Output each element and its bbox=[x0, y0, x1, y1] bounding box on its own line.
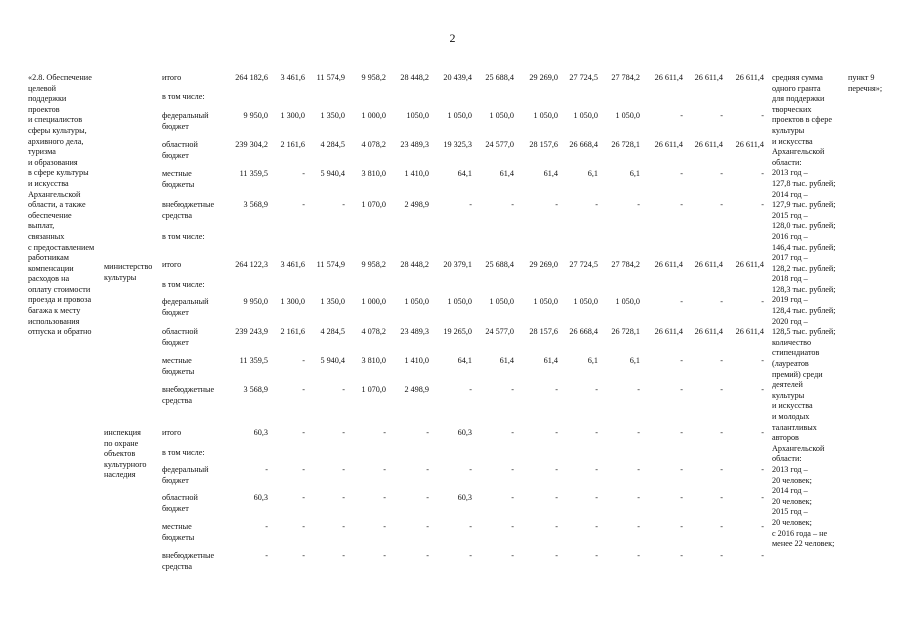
table-cell: 28 448,2 bbox=[400, 73, 429, 82]
row-label: федеральный бюджет bbox=[162, 465, 209, 485]
table-cell: - bbox=[720, 522, 723, 531]
table-cell: 1 070,0 bbox=[361, 200, 386, 209]
row-label: местные бюджеты bbox=[162, 356, 195, 376]
table-cell: - bbox=[342, 493, 345, 502]
table-cell: - bbox=[595, 385, 598, 394]
table-cell: 5 940,4 bbox=[320, 356, 345, 365]
table-cell: - bbox=[637, 522, 640, 531]
table-cell: 1 410,0 bbox=[404, 356, 429, 365]
table-cell: 239 304,2 bbox=[235, 140, 268, 149]
table-cell: 1 350,0 bbox=[320, 111, 345, 120]
table-cell: 3 568,9 bbox=[243, 200, 268, 209]
row-label: федеральный бюджет bbox=[162, 111, 209, 131]
table-cell: - bbox=[342, 200, 345, 209]
table-cell: 6,1 bbox=[629, 169, 640, 178]
table-cell: - bbox=[761, 111, 764, 120]
table-cell: - bbox=[720, 428, 723, 437]
table-cell: 1 000,0 bbox=[361, 111, 386, 120]
table-cell: - bbox=[680, 551, 683, 560]
executor-ministry: министерство культуры bbox=[104, 262, 153, 282]
table-cell: 26 611,4 bbox=[694, 140, 723, 149]
table-cell: 2 498,9 bbox=[404, 200, 429, 209]
table-cell: - bbox=[511, 493, 514, 502]
table-cell: - bbox=[469, 465, 472, 474]
row-label: местные бюджеты bbox=[162, 522, 195, 542]
table-cell: - bbox=[469, 551, 472, 560]
table-cell: - bbox=[555, 465, 558, 474]
table-cell: 3 461,6 bbox=[280, 260, 305, 269]
table-cell: - bbox=[511, 522, 514, 531]
table-cell: - bbox=[720, 465, 723, 474]
table-cell: 1 050,0 bbox=[489, 111, 514, 120]
table-cell: - bbox=[680, 200, 683, 209]
table-cell: 25 688,4 bbox=[485, 73, 514, 82]
table-cell: - bbox=[761, 200, 764, 209]
table-cell: - bbox=[383, 551, 386, 560]
table-cell: - bbox=[720, 356, 723, 365]
table-cell: - bbox=[761, 428, 764, 437]
table-cell: - bbox=[595, 551, 598, 560]
table-cell: - bbox=[680, 111, 683, 120]
table-cell: 11 359,5 bbox=[239, 356, 268, 365]
table-cell: - bbox=[469, 200, 472, 209]
table-cell: 61,4 bbox=[499, 169, 514, 178]
table-cell: - bbox=[680, 522, 683, 531]
table-cell: 9 950,0 bbox=[243, 111, 268, 120]
table-cell: 1 070,0 bbox=[361, 385, 386, 394]
table-cell: 26 728,1 bbox=[611, 327, 640, 336]
table-cell: 1 050,0 bbox=[489, 297, 514, 306]
table-cell: 26 611,4 bbox=[654, 140, 683, 149]
table-cell: 1 050,0 bbox=[615, 111, 640, 120]
table-cell: 26 611,4 bbox=[694, 73, 723, 82]
table-cell: 27 724,5 bbox=[569, 73, 598, 82]
table-cell: - bbox=[555, 200, 558, 209]
table-cell: - bbox=[595, 522, 598, 531]
table-cell: - bbox=[637, 428, 640, 437]
table-cell: - bbox=[595, 428, 598, 437]
table-cell: - bbox=[342, 385, 345, 394]
table-cell: - bbox=[426, 465, 429, 474]
table-cell: - bbox=[383, 522, 386, 531]
table-cell: - bbox=[761, 522, 764, 531]
table-cell: 60,3 bbox=[253, 493, 268, 502]
table-cell: 23 489,3 bbox=[400, 140, 429, 149]
table-cell: - bbox=[342, 428, 345, 437]
table-cell: - bbox=[720, 385, 723, 394]
table-cell: 28 157,6 bbox=[529, 327, 558, 336]
table-cell: - bbox=[555, 428, 558, 437]
table-cell: - bbox=[761, 297, 764, 306]
table-cell: 1 050,0 bbox=[447, 111, 472, 120]
row-label: местные бюджеты bbox=[162, 169, 195, 189]
table-cell: - bbox=[265, 522, 268, 531]
table-cell: 1 000,0 bbox=[361, 297, 386, 306]
table-cell: 1050,0 bbox=[406, 111, 429, 120]
table-cell: - bbox=[265, 551, 268, 560]
table-cell: - bbox=[469, 522, 472, 531]
executor-inspection: инспекция по охране объектов культурного наследия bbox=[104, 428, 147, 480]
table-cell: - bbox=[680, 297, 683, 306]
table-cell: 29 269,0 bbox=[529, 73, 558, 82]
table-cell: - bbox=[469, 385, 472, 394]
table-cell: 26 611,4 bbox=[654, 73, 683, 82]
table-cell: 26 611,4 bbox=[694, 327, 723, 336]
table-cell: 9 950,0 bbox=[243, 297, 268, 306]
row-label: в том числе: bbox=[162, 232, 205, 241]
table-cell: - bbox=[720, 200, 723, 209]
table-cell: - bbox=[302, 169, 305, 178]
table-cell: 239 243,9 bbox=[235, 327, 268, 336]
table-cell: 1 350,0 bbox=[320, 297, 345, 306]
table-cell: - bbox=[383, 493, 386, 502]
table-cell: - bbox=[426, 522, 429, 531]
table-cell: - bbox=[342, 551, 345, 560]
table-cell: - bbox=[342, 522, 345, 531]
table-cell: 3 810,0 bbox=[361, 169, 386, 178]
table-cell: - bbox=[302, 493, 305, 502]
table-cell: 11 574,9 bbox=[316, 260, 345, 269]
table-cell: 1 050,0 bbox=[404, 297, 429, 306]
table-cell: - bbox=[720, 493, 723, 502]
table-cell: - bbox=[720, 111, 723, 120]
table-cell: 2 498,9 bbox=[404, 385, 429, 394]
table-cell: 11 574,9 bbox=[316, 73, 345, 82]
table-cell: 27 784,2 bbox=[611, 73, 640, 82]
table-cell: - bbox=[302, 465, 305, 474]
table-cell: 1 050,0 bbox=[447, 297, 472, 306]
table-cell: - bbox=[383, 428, 386, 437]
table-cell: - bbox=[761, 169, 764, 178]
table-cell: 19 325,3 bbox=[443, 140, 472, 149]
table-cell: 28 448,2 bbox=[400, 260, 429, 269]
table-cell: 6,1 bbox=[629, 356, 640, 365]
table-cell: 1 300,0 bbox=[280, 297, 305, 306]
row-label: в том числе: bbox=[162, 448, 205, 457]
table-cell: 1 050,0 bbox=[533, 297, 558, 306]
table-cell: 26 611,4 bbox=[735, 260, 764, 269]
table-cell: - bbox=[555, 385, 558, 394]
table-cell: - bbox=[680, 356, 683, 365]
table-cell: - bbox=[637, 465, 640, 474]
table-cell: 60,3 bbox=[457, 428, 472, 437]
table-cell: 61,4 bbox=[499, 356, 514, 365]
table-cell: - bbox=[302, 428, 305, 437]
table-cell: 264 122,3 bbox=[235, 260, 268, 269]
table-cell: 64,1 bbox=[457, 169, 472, 178]
table-cell: 9 958,2 bbox=[361, 260, 386, 269]
table-cell: - bbox=[720, 169, 723, 178]
table-cell: - bbox=[680, 428, 683, 437]
table-cell: 264 182,6 bbox=[235, 73, 268, 82]
row-label: областной бюджет bbox=[162, 140, 198, 160]
table-cell: 11 359,5 bbox=[239, 169, 268, 178]
table-cell: 1 050,0 bbox=[615, 297, 640, 306]
table-cell: - bbox=[595, 493, 598, 502]
row-label: итого bbox=[162, 73, 182, 82]
table-cell: - bbox=[637, 493, 640, 502]
table-cell: - bbox=[511, 428, 514, 437]
table-cell: 3 568,9 bbox=[243, 385, 268, 394]
table-cell: 26 611,4 bbox=[654, 260, 683, 269]
table-cell: 9 958,2 bbox=[361, 73, 386, 82]
table-cell: 3 810,0 bbox=[361, 356, 386, 365]
table-cell: - bbox=[302, 356, 305, 365]
table-cell: 20 439,4 bbox=[443, 73, 472, 82]
table-cell: - bbox=[511, 385, 514, 394]
table-cell: - bbox=[555, 551, 558, 560]
table-cell: 1 410,0 bbox=[404, 169, 429, 178]
table-cell: 26 611,4 bbox=[654, 327, 683, 336]
table-cell: - bbox=[302, 200, 305, 209]
table-cell: 61,4 bbox=[543, 356, 558, 365]
table-cell: - bbox=[555, 493, 558, 502]
table-cell: 4 078,2 bbox=[361, 140, 386, 149]
table-cell: 4 078,2 bbox=[361, 327, 386, 336]
table-cell: 26 611,4 bbox=[735, 73, 764, 82]
table-cell: - bbox=[761, 385, 764, 394]
table-cell: 2 161,6 bbox=[280, 327, 305, 336]
table-cell: 5 940,4 bbox=[320, 169, 345, 178]
reference-note: пункт 9 перечня»; bbox=[848, 73, 883, 93]
table-cell: - bbox=[426, 493, 429, 502]
table-cell: 26 668,4 bbox=[569, 327, 598, 336]
row-label: федеральный бюджет bbox=[162, 297, 209, 317]
page-number: 2 bbox=[449, 31, 456, 45]
table-cell: - bbox=[680, 465, 683, 474]
table-cell: - bbox=[637, 200, 640, 209]
table-cell: 26 611,4 bbox=[735, 327, 764, 336]
measure-description: «2.8. Обеспечение целевой поддержки проектов и специалистов сферы культуры, архивного дела, туризма и образования в сфере культуры и искусства Архангельской области, а также обеспечение выплат, связанных с предоставлением работникам компенсации расходов на оплату стоимости проезда и провоза багажа к месту использования отпуска и обратно bbox=[28, 73, 95, 337]
table-cell: 60,3 bbox=[253, 428, 268, 437]
table-cell: 1 300,0 bbox=[280, 111, 305, 120]
row-label: областной бюджет bbox=[162, 327, 198, 347]
table-cell: 1 050,0 bbox=[573, 297, 598, 306]
row-label: итого bbox=[162, 260, 182, 269]
row-label: внебюджетные средства bbox=[162, 551, 215, 571]
row-label: в том числе: bbox=[162, 280, 205, 289]
table-cell: - bbox=[680, 493, 683, 502]
table-cell: - bbox=[637, 551, 640, 560]
table-cell: 61,4 bbox=[543, 169, 558, 178]
table-cell: 6,1 bbox=[587, 169, 598, 178]
target-indicators: средняя сумма одного гранта для поддержки творческих проектов в сфере культуры и искусства Архангельской области: 2013 год – 127,8 тыс. рублей; 2014 год – 127,9 тыс. рублей; 2015 год – 128,0 тыс. рублей; 2016 год – 146,4 тыс. рублей; 2017 год – 128,2 тыс. рублей; 2018 год – 128,3 тыс. рублей; 2019 год – 128,4 тыс. рублей; 2020 год – 128,5 тыс. рублей; количество стипендиатов (лауреатов премий) среди деятелей культуры и искусства и молодых талантливых авторов Архангельской области: 2013 год – 20 человек; 2014 год – 20 человек; 2015 год – 20 человек; с 2016 года – не менее 22 человек; bbox=[772, 73, 836, 549]
table-cell: 26 668,4 bbox=[569, 140, 598, 149]
table-cell: 26 728,1 bbox=[611, 140, 640, 149]
table-cell: 24 577,0 bbox=[485, 327, 514, 336]
row-label: внебюджетные средства bbox=[162, 385, 215, 405]
table-cell: 27 784,2 bbox=[611, 260, 640, 269]
table-cell: 64,1 bbox=[457, 356, 472, 365]
table-cell: 26 611,4 bbox=[735, 140, 764, 149]
table-cell: - bbox=[680, 385, 683, 394]
table-cell: 29 269,0 bbox=[529, 260, 558, 269]
table-cell: 24 577,0 bbox=[485, 140, 514, 149]
table-cell: - bbox=[426, 428, 429, 437]
table-cell: - bbox=[595, 200, 598, 209]
row-label: внебюджетные средства bbox=[162, 200, 215, 220]
table-cell: - bbox=[761, 493, 764, 502]
table-cell: - bbox=[511, 551, 514, 560]
row-label: в том числе: bbox=[162, 92, 205, 101]
table-cell: - bbox=[720, 551, 723, 560]
table-cell: - bbox=[342, 465, 345, 474]
table-cell: 19 265,0 bbox=[443, 327, 472, 336]
table-cell: - bbox=[511, 200, 514, 209]
table-cell: - bbox=[595, 465, 598, 474]
table-cell: 6,1 bbox=[587, 356, 598, 365]
table-cell: 23 489,3 bbox=[400, 327, 429, 336]
table-cell: 4 284,5 bbox=[320, 140, 345, 149]
table-cell: 4 284,5 bbox=[320, 327, 345, 336]
row-label: итого bbox=[162, 428, 182, 437]
table-cell: 1 050,0 bbox=[533, 111, 558, 120]
table-cell: - bbox=[302, 522, 305, 531]
table-cell: - bbox=[302, 551, 305, 560]
table-cell: 27 724,5 bbox=[569, 260, 598, 269]
table-cell: - bbox=[680, 169, 683, 178]
table-cell: 1 050,0 bbox=[573, 111, 598, 120]
table-cell: - bbox=[511, 465, 514, 474]
row-label: областной бюджет bbox=[162, 493, 198, 513]
table-cell: - bbox=[383, 465, 386, 474]
table-cell: - bbox=[302, 385, 305, 394]
table-cell: - bbox=[761, 356, 764, 365]
table-cell: - bbox=[426, 551, 429, 560]
table-cell: 60,3 bbox=[457, 493, 472, 502]
table-cell: - bbox=[761, 465, 764, 474]
table-cell: - bbox=[720, 297, 723, 306]
table-cell: 3 461,6 bbox=[280, 73, 305, 82]
table-cell: - bbox=[637, 385, 640, 394]
table-cell: 28 157,6 bbox=[529, 140, 558, 149]
table-cell: 25 688,4 bbox=[485, 260, 514, 269]
table-cell: 20 379,1 bbox=[443, 260, 472, 269]
table-cell: 26 611,4 bbox=[694, 260, 723, 269]
table-cell: - bbox=[761, 551, 764, 560]
table-cell: - bbox=[555, 522, 558, 531]
table-cell: - bbox=[265, 465, 268, 474]
table-cell: 2 161,6 bbox=[280, 140, 305, 149]
